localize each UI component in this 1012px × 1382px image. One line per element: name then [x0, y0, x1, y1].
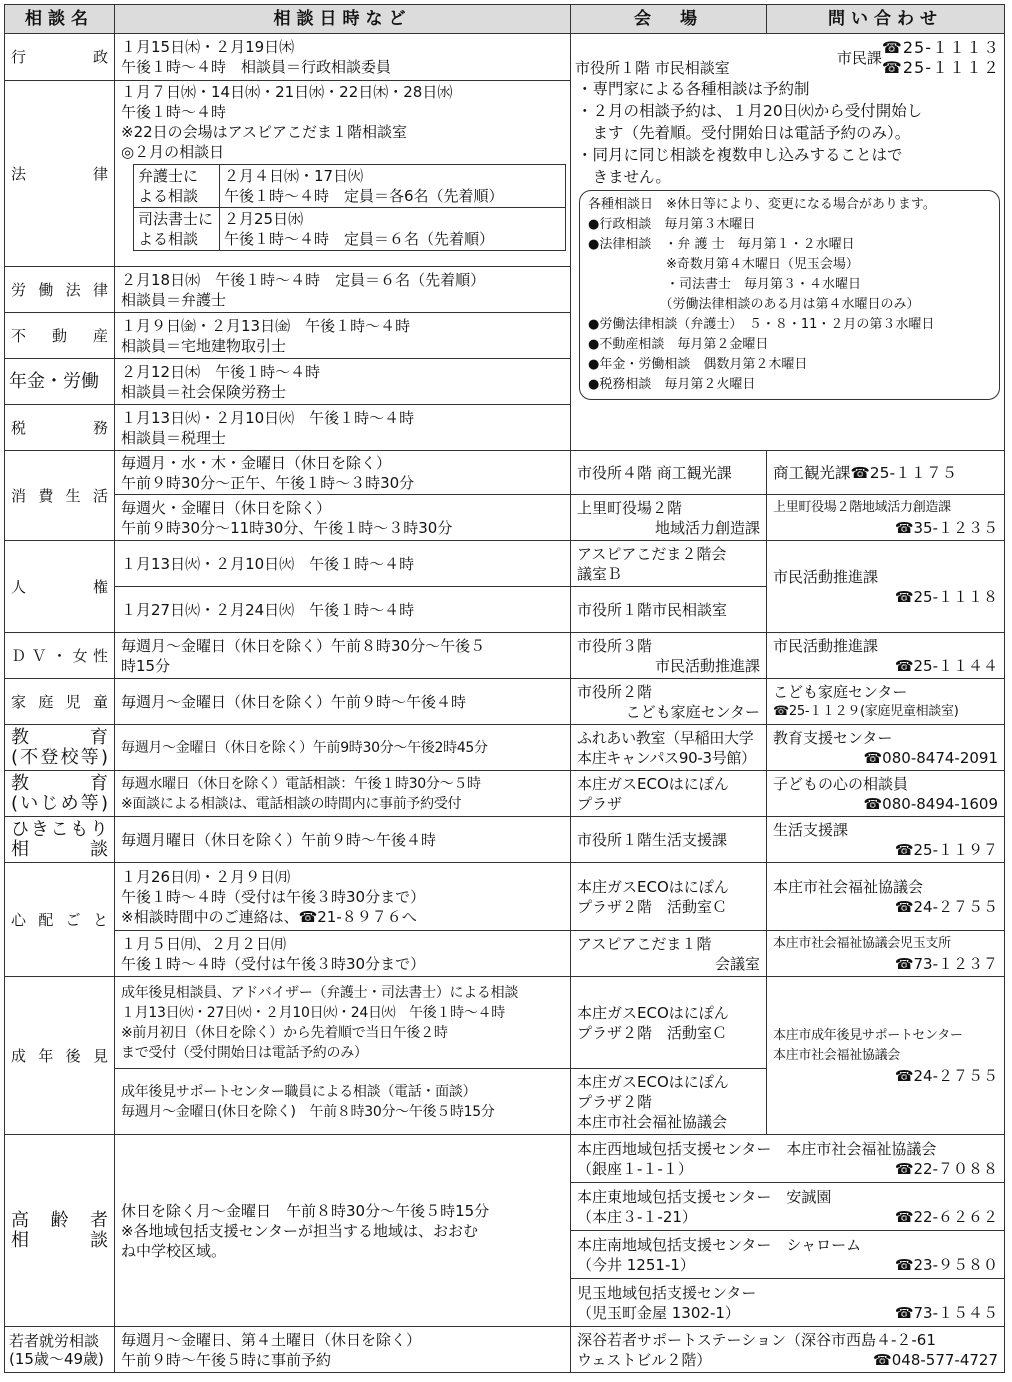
row-contact-jinken-1: 市民活動推進課 [773, 567, 879, 586]
header-contact: 問い合わせ [767, 5, 1005, 34]
row-name-horitsu: 法 律 [5, 81, 115, 267]
row-schedule-jinken-2: １月27日㈫・２月24日㈫ 午後１時～４時 [115, 587, 571, 633]
table-row [5, 817, 1005, 863]
row-name-rodo: 労働法律 [5, 267, 115, 313]
row-schedule-kyoiku1: 毎週月～金曜日（休日を除く）午前9時30分～午後2時45分 [115, 725, 571, 771]
row-contact-shinpai-2b: ☎73-１２３７ [894, 954, 998, 973]
koreisha-center-1-tel: ☎22-７０８８ [894, 1159, 998, 1178]
row-schedule-jinken-1: １月13日㈫・２月10日㈫ 午後１時～４時 [115, 541, 571, 587]
row-venue-shohi-2b: 地域活力創造課 [654, 518, 760, 537]
table-header-row [5, 5, 1005, 34]
row-venue-seinen-2: 本庄ガスECOはにぽん プラザ２階 本庄市社会福祉協議会 [571, 1069, 767, 1135]
row-contact-jinken-2: ☎25-１１１８ [894, 587, 998, 606]
row-schedule-seinen-1: 成年後見相談員、アドバイザー（弁護士・司法書士）による相談 １月13日㈫・27日㈫・２月10日㈫・24日㈫ 午後１時～４時 ※前月初日（休日を除く）から先着順で当日午後２時 まで受付（受付開始日は電話予約のみ） [115, 977, 571, 1069]
row-name-kyoiku2-b: (いじめ等) [11, 792, 108, 814]
shared-cell [571, 34, 1005, 451]
table-row [134, 208, 566, 251]
row-name-jinken: 人 権 [5, 541, 115, 633]
row-contact-hikikomori-1: 生活支援課 [773, 820, 849, 839]
row-venue-seinen-1: 本庄ガスECOはにぽん プラザ２階 活動室Ｃ [571, 977, 767, 1069]
koreisha-center-3-tel: ☎23-９５８０ [894, 1255, 998, 1274]
table-row [5, 771, 1005, 817]
table-row [5, 977, 1005, 1069]
row-contact-kyoiku1-2: ☎080-8474-2091 [863, 748, 998, 767]
row-contact-shinpai-2a: 本庄市社会福祉協議会児玉支所 [773, 935, 951, 951]
row-name-gyosei: 行 政 [5, 34, 115, 81]
row-contact-kyoiku1-1: 教育支援センター [773, 728, 893, 747]
row-schedule-wakamono: 毎週月～金曜日、第４土曜日（休日を除く） 午前９時～午後５時に事前予約 [115, 1327, 571, 1373]
row-contact-katei-2: ☎25-１１２９(家庭児童相談室) [773, 703, 959, 719]
horitsu-sub-text-1: ２月４日㈬・17日㈫ 午後１時～４時 定員＝各6名（先着順） [220, 165, 566, 208]
koreisha-center-2-address: （本庄３-１-21） [577, 1207, 697, 1226]
row-schedule-seinen-2: 成年後見サポートセンター職員による相談（電話・面談） 毎週月～金曜日(休日を除く) 午前８時30分～午後５時15分 [115, 1069, 571, 1135]
row-schedule-dv: 毎週月～金曜日（休日を除く）午前８時30分～午後５ 時15分 [115, 633, 571, 679]
row-name-zeimu: 税 務 [5, 405, 115, 451]
row-schedule-shohi-2: 毎週火・金曜日（休日を除く） 午前９時30分～11時30分、午後１時～３時30分 [115, 495, 571, 541]
table-row [5, 451, 1005, 495]
table-row [5, 1327, 1005, 1373]
table-row [5, 633, 1005, 679]
row-schedule-shohi-1: 毎週月・水・木・金曜日（休日を除く） 午前９時30分～正午、午後１時～３時30分 [115, 451, 571, 495]
row-contact-seinen-1: 本庄市成年後見サポートセンター 本庄市社会福祉協議会 [773, 1027, 963, 1063]
row-venue-shohi-1: 市役所４階 商工観光課 [571, 451, 767, 495]
row-contact-shohi-1: 商工観光課☎25-１１７５ [767, 451, 1005, 495]
row-schedule-fudosan: １月９日㈮・２月13日㈮ 午後１時～４時 相談員＝宅地建物取引士 [115, 313, 571, 359]
row-name-kyoiku1-b: (不登校等) [11, 746, 108, 768]
row-name-fudosan: 不 動 産 [5, 313, 115, 359]
consultation-table [4, 4, 1005, 1373]
row-name-hikikomori-a: ひきこもり [11, 818, 108, 840]
header-venue: 会 場 [571, 5, 767, 34]
schedule-box: 各種相談日 ※休日等により、変更になる場合があります。 ●行政相談 毎月第３木曜日 ●法律相談 ・弁 護 士 毎月第１・２水曜日 ※奇数月第４木曜日（児玉会場） ・司法書士 毎月第３・４水曜日 （労働法律相談のある月は第４水曜日のみ） ●労働法律相談（弁護士） ５・８・11・２月の第３水曜日 ●不動産相談 毎月第２金曜日 ●年金・労働相談 偶数月第２木曜日 ●税務相談 毎月第２火曜日 [579, 190, 1000, 400]
row-venue-shinpai-1: 本庄ガスECOはにぽん プラザ２階 活動室Ｃ [571, 863, 767, 931]
row-tel-wakamono: ☎048-577-4727 [873, 1350, 998, 1369]
row-schedule-gyosei: １月15日㈭・２月19日㈭ 午後１時～４時 相談員＝行政相談委員 [115, 34, 571, 81]
row-name-nenkin: 年金・労働 [5, 359, 115, 405]
row-name-shinpai: 心 配 ご と [5, 863, 115, 977]
koreisha-center-2-name: 本庄東地域包括支援センター 安誠園 [577, 1187, 832, 1206]
row-schedule-zeimu: １月13日㈫・２月10日㈫ 午後１時～４時 相談員＝税理士 [115, 405, 571, 451]
row-schedule-nenkin: ２月12日㈭ 午後１時～４時 相談員＝社会保険労務士 [115, 359, 571, 405]
row-venue-shinpai-2b: 会議室 [714, 954, 760, 973]
row-contact-seinen-2: ☎24-２７５５ [894, 1066, 998, 1085]
koreisha-center-1-name: 本庄西地域包括支援センター 本庄市社会福祉協議会 [577, 1139, 937, 1158]
row-name-kyoiku1-a: 教 育 [11, 726, 108, 748]
koreisha-center-1-address: （銀座１-１-１） [577, 1159, 693, 1178]
table-row [134, 165, 566, 208]
row-contact-hikikomori-2: ☎25-１１９７ [894, 840, 998, 859]
shared-contact-tel1: ☎25-１１１３ [881, 38, 1000, 57]
row-venue-shinpai-2a: アスピアこだま１階 [577, 934, 712, 953]
row-name-wakamono-b: (15歳～49歳) [9, 1349, 104, 1368]
header-schedule: 相談日時など [115, 5, 571, 34]
row-name-shohi: 消 費 生 活 [5, 451, 115, 541]
table-row [5, 679, 1005, 725]
row-venue-katei-2: こども家庭センター [625, 702, 760, 721]
row-venue-jinken-2: 市役所１階市民相談室 [571, 587, 767, 633]
row-name-hikikomori-b: 相 談 [11, 838, 108, 860]
row-schedule-katei: 毎週月～金曜日（休日を除く）午前９時～午後４時 [115, 679, 571, 725]
horitsu-sub-label-1: 弁護士に よる相談 [134, 165, 220, 208]
header-name: 相談名 [5, 5, 115, 34]
koreisha-center-3-address: （今井 1251-1） [577, 1255, 695, 1274]
row-venue-jinken-1: アスピアこだま２階会 議室Ｂ [571, 541, 767, 587]
row-contact-dv-2: ☎25-１１４４ [894, 656, 998, 675]
row-schedule-rodo: ２月18日㈬ 午後１時～４時 定員＝６名（先着順） 相談員＝弁護士 [115, 267, 571, 313]
table-row [5, 725, 1005, 771]
horitsu-sub-text-2: ２月25日㈬ 午後１時～４時 定員＝６名（先着順） [220, 208, 566, 251]
koreisha-center-4-name: 児玉地域包括支援センター [577, 1283, 757, 1302]
row-name-katei: 家 庭 児 童 [5, 679, 115, 725]
table-row [5, 34, 1005, 81]
row-contact-kyoiku2-1: 子どもの心の相談員 [773, 774, 909, 793]
row-contact-katei-1: こども家庭センター [773, 682, 908, 701]
shared-notes: ・専門家による各種相談は予約制 ・２月の相談予約は、１月20日㈫から受付開始し ます（先着順。受付開始日は電話予約のみ）。 ・同月に同じ相談を複数申し込みすることはで きません。 [577, 80, 923, 186]
row-contact-shinpai-1a: 本庄市社会福祉協議会 [773, 877, 924, 896]
row-contact-dv-1: 市民活動推進課 [773, 636, 879, 655]
row-venue-kyoiku1: ふれあい教室（早稲田大学 本庄キャンパス90-3号館） [571, 725, 767, 771]
koreisha-center-4-address: （児玉町金屋 1302-1） [577, 1303, 740, 1322]
row-schedule-shinpai-1: １月26日㈪・２月９日㈪ 午後１時～４時（受付は午後３時30分まで） ※相談時間中のご連絡は、☎21-８９７６へ [115, 863, 571, 931]
row-venue-wakamono: 深谷若者サポートステーション（深谷市西島４-２-61 ウェストビル２階） [577, 1330, 936, 1369]
horitsu-subtable [133, 164, 566, 251]
table-row [5, 931, 1005, 977]
shared-contact-tel2: ☎25-１１１２ [881, 58, 1000, 77]
table-row [5, 863, 1005, 931]
row-venue-dv-1: 市役所３階 [577, 636, 653, 655]
row-venue-kyoiku2: 本庄ガスECOはにぽん プラザ [571, 771, 767, 817]
row-name-kyoiku2-a: 教 育 [11, 772, 108, 794]
table-row [5, 495, 1005, 541]
row-schedule-hikikomori: 毎週月曜日（休日を除く）午前９時～午後４時 [115, 817, 571, 863]
row-schedule-koreisha: 休日を除く月～金曜日 午前８時30分～午後５時15分 ※各地域包括支援センターが担当する地域は、おおむ ね中学校区域。 [115, 1135, 571, 1327]
row-venue-katei-1: 市役所２階 [577, 682, 653, 701]
row-schedule-shinpai-2: １月５日㈪、２月２日㈪ 午後１時～４時（受付は午後３時30分まで） [115, 931, 571, 977]
row-schedule-horitsu: １月７日㈬・14日㈬・21日㈬・22日㈭・28日㈬ 午後１時～４時 ※22日の会場はアスピアこだま１階相談室 ◎２月の相談日 [121, 83, 453, 161]
koreisha-center-3-name: 本庄南地域包括支援センター シャローム [577, 1235, 862, 1254]
row-name-koreisha-a: 高 齢 者 [11, 1209, 108, 1231]
row-schedule-kyoiku2: 毎週水曜日（休日を除く）電話相談：午後１時30分～５時 ※面談による相談は、電話相談の時間内に事前予約受付 [115, 771, 571, 817]
row-venue-dv-2: 市民活動推進課 [654, 656, 760, 675]
row-contact-shinpai-1b: ☎24-２７５５ [894, 897, 998, 916]
row-contact-shohi-2b: ☎35-１２３５ [894, 518, 998, 537]
row-name-koreisha-b: 相 談 [11, 1229, 108, 1251]
row-contact-kyoiku2-2: ☎080-8494-1609 [863, 794, 998, 813]
koreisha-center-2-tel: ☎22-６２６２ [894, 1207, 998, 1226]
row-name-wakamono-a: 若者就労相談 [9, 1331, 100, 1350]
table-row [5, 541, 1005, 587]
row-name-dv: ＤＶ・女性 [5, 633, 115, 679]
row-contact-shohi-2a: 上里町役場２階地域活力創造課 [773, 499, 951, 515]
shared-contact-dept: 市民課 [836, 49, 882, 67]
table-row [5, 1135, 1005, 1183]
koreisha-center-4-tel: ☎73-１５４５ [894, 1303, 998, 1322]
row-venue-hikikomori: 市役所１階生活支援課 [571, 817, 767, 863]
row-name-seinen: 成 年 後 見 [5, 977, 115, 1135]
row-venue-shohi-2a: 上里町役場２階 [577, 498, 683, 517]
shared-venue: 市役所１階 市民相談室 [575, 59, 730, 77]
horitsu-sub-label-2: 司法書士に よる相談 [134, 208, 220, 251]
